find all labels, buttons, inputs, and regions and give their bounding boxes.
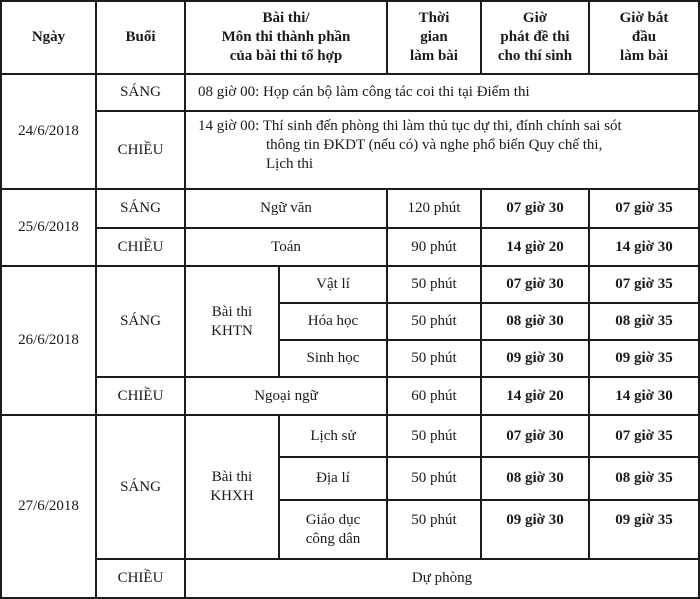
start-time-cell: 14 giờ 30 xyxy=(589,228,699,266)
handout-time-cell: 08 giờ 30 xyxy=(481,457,589,500)
duration-cell: 50 phút xyxy=(387,266,481,303)
subject-cell: Dự phòng xyxy=(185,559,699,598)
session-cell: SÁNG xyxy=(96,266,185,377)
session-cell: CHIỀU xyxy=(96,559,185,598)
start-time-cell: 08 giờ 35 xyxy=(589,457,699,500)
date-cell: 25/6/2018 xyxy=(1,189,96,266)
subject-cell: Sinh học xyxy=(279,340,387,377)
start-time-cell: 14 giờ 30 xyxy=(589,377,699,415)
note-cell: 14 giờ 00: Thí sinh đến phòng thi làm thủ tục dự thi, đính chính sai sót thông tin ĐKDT (nếu có) và nghe phổ biến Quy chế thi, Lịch thi xyxy=(185,111,699,189)
handout-time-cell: 09 giờ 30 xyxy=(481,500,589,559)
table-row xyxy=(1,74,699,111)
duration-cell: 50 phút xyxy=(387,303,481,340)
group-cell: Bài thi KHTN xyxy=(185,266,279,377)
session-cell: CHIỀU xyxy=(96,111,185,189)
session-cell: SÁNG xyxy=(96,415,185,559)
start-time-cell: 07 giờ 35 xyxy=(589,189,699,228)
session-cell: SÁNG xyxy=(96,74,185,111)
table-row xyxy=(1,266,699,303)
header-session: Buổi xyxy=(96,1,185,74)
subject-cell: Vật lí xyxy=(279,266,387,303)
date-cell: 26/6/2018 xyxy=(1,266,96,415)
handout-time-cell: 14 giờ 20 xyxy=(481,228,589,266)
subject-cell: Ngoại ngữ xyxy=(185,377,387,415)
header-handout-time: Giờ phát đề thi cho thí sinh xyxy=(481,1,589,74)
subject-cell: Giáo dục công dân xyxy=(279,500,387,559)
table-row xyxy=(1,377,699,415)
header-subject: Bài thi/ Môn thi thành phần của bài thi tổ hợp xyxy=(185,1,387,74)
date-cell: 24/6/2018 xyxy=(1,74,96,189)
start-time-cell: 09 giờ 35 xyxy=(589,500,699,559)
table-row xyxy=(1,189,699,228)
handout-time-cell: 08 giờ 30 xyxy=(481,303,589,340)
subject-cell: Ngữ văn xyxy=(185,189,387,228)
duration-cell: 60 phút xyxy=(387,377,481,415)
subject-cell: Lịch sử xyxy=(279,415,387,457)
duration-cell: 50 phút xyxy=(387,500,481,559)
table-row xyxy=(1,228,699,266)
start-time-cell: 09 giờ 35 xyxy=(589,340,699,377)
date-cell: 27/6/2018 xyxy=(1,415,96,598)
table-row xyxy=(1,111,699,189)
handout-time-cell: 07 giờ 30 xyxy=(481,266,589,303)
header-start-time: Giờ bắt đầu làm bài xyxy=(589,1,699,74)
header-date: Ngày xyxy=(1,1,96,74)
header-row xyxy=(1,1,699,74)
table-row xyxy=(1,415,699,457)
start-time-cell: 07 giờ 35 xyxy=(589,266,699,303)
handout-time-cell: 07 giờ 30 xyxy=(481,415,589,457)
handout-time-cell: 14 giờ 20 xyxy=(481,377,589,415)
table-row xyxy=(1,559,699,598)
session-cell: CHIỀU xyxy=(96,228,185,266)
start-time-cell: 08 giờ 35 xyxy=(589,303,699,340)
duration-cell: 120 phút xyxy=(387,189,481,228)
subject-cell: Địa lí xyxy=(279,457,387,500)
duration-cell: 50 phút xyxy=(387,457,481,500)
duration-cell: 50 phút xyxy=(387,415,481,457)
subject-cell: Hóa học xyxy=(279,303,387,340)
subject-cell: Toán xyxy=(185,228,387,266)
session-cell: SÁNG xyxy=(96,189,185,228)
group-cell: Bài thi KHXH xyxy=(185,415,279,559)
header-duration: Thời gian làm bài xyxy=(387,1,481,74)
handout-time-cell: 09 giờ 30 xyxy=(481,340,589,377)
session-cell: CHIỀU xyxy=(96,377,185,415)
duration-cell: 90 phút xyxy=(387,228,481,266)
note-cell: 08 giờ 00: Họp cán bộ làm công tác coi thi tại Điểm thi xyxy=(185,74,699,111)
duration-cell: 50 phút xyxy=(387,340,481,377)
start-time-cell: 07 giờ 35 xyxy=(589,415,699,457)
handout-time-cell: 07 giờ 30 xyxy=(481,189,589,228)
